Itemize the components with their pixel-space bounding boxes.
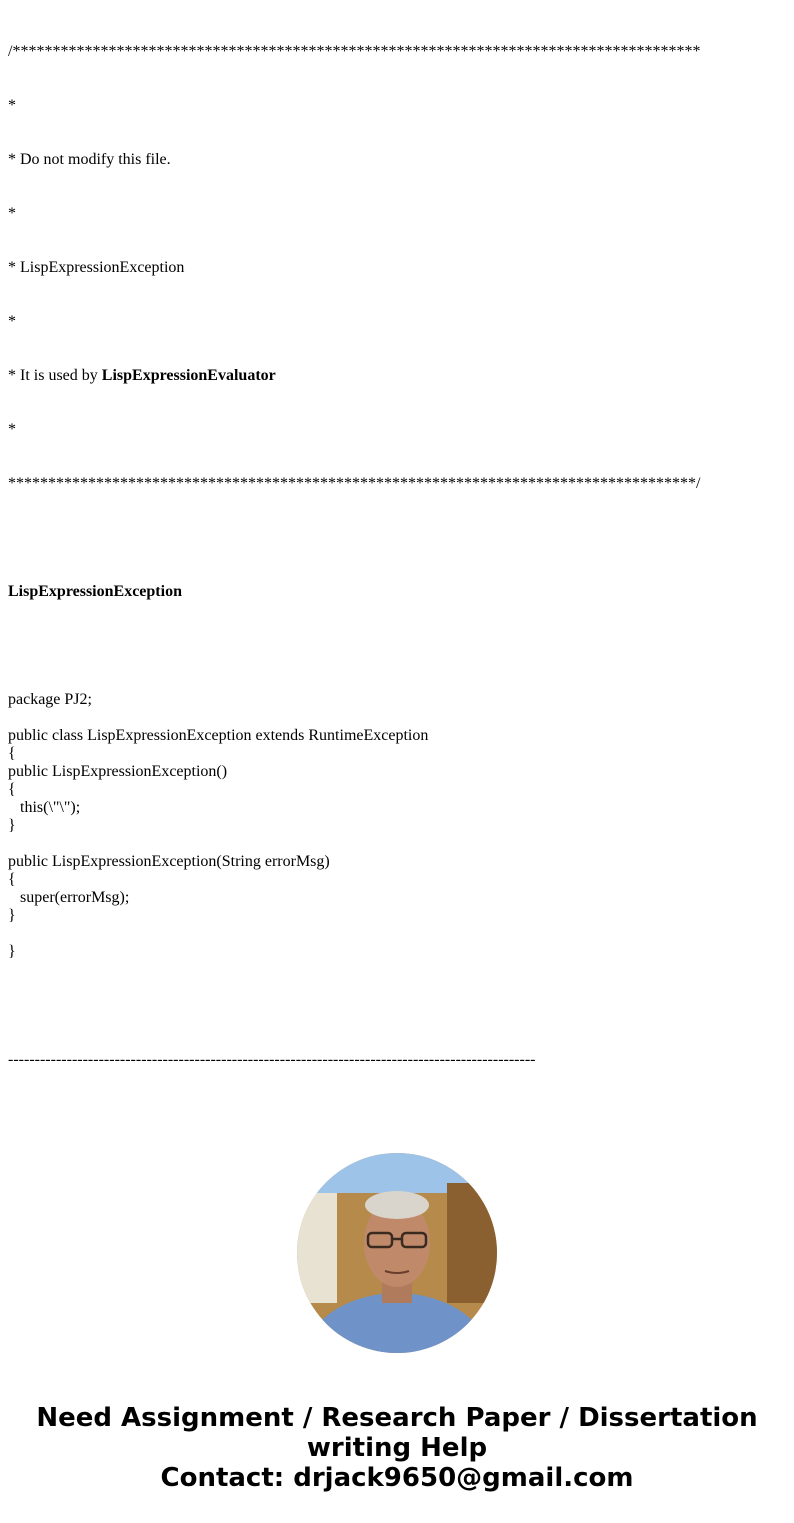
blank-line: [8, 997, 788, 1015]
used-by-prefix: * It is used by: [8, 367, 102, 384]
blank-line: [8, 529, 788, 547]
photo-wall-left: [297, 1193, 337, 1303]
header-line: *: [8, 205, 16, 222]
photo-hair: [365, 1191, 429, 1219]
header-border-bottom: **************************************************************************************/: [8, 475, 701, 492]
header-line: * Do not modify this file.: [8, 151, 171, 168]
document-text: [8, 7, 788, 1123]
header-line: *: [8, 421, 16, 438]
promo-contact: Contact: drjack9650@gmail.com: [160, 1463, 634, 1493]
exception-code-block: [8, 691, 788, 961]
blank-line: [8, 1105, 788, 1123]
code-line: {: [8, 781, 16, 798]
code-line: }: [8, 817, 16, 834]
header-line: * LispExpressionException: [8, 259, 185, 276]
code-line: package PJ2;: [8, 691, 92, 708]
author-photo: [297, 1153, 497, 1353]
blank-line: [8, 637, 788, 655]
used-by-class: LispExpressionEvaluator: [101, 367, 276, 384]
header-border-top: /**************************************************************************************: [8, 43, 701, 60]
code-line: [8, 835, 788, 853]
code-line: {: [8, 871, 16, 888]
exception-section-title: LispExpressionException: [8, 583, 182, 600]
code-line: [8, 709, 788, 727]
code-line: [8, 925, 788, 943]
author-photo-illustration: [297, 1153, 497, 1353]
header-line-used-by: [8, 367, 788, 385]
code-line: this(\"\");: [8, 799, 81, 816]
code-line: public LispExpressionException(String errorMsg): [8, 853, 330, 870]
code-line: {: [8, 745, 16, 762]
code-line: public class LispExpressionException extends RuntimeException: [8, 727, 429, 744]
section-separator: ---------------------------------------------------------------------------------------------------: [8, 1051, 536, 1068]
code-line: super(errorMsg);: [8, 889, 130, 906]
header-line: *: [8, 97, 16, 114]
code-line: }: [8, 943, 16, 960]
promo-line-2: writing Help: [306, 1433, 488, 1463]
header-line: *: [8, 313, 16, 330]
promo-banner: [0, 1403, 794, 1493]
code-line: }: [8, 907, 16, 924]
photo-door-right: [447, 1183, 497, 1303]
promo-line-1: Need Assignment / Research Paper / Dissertation: [36, 1403, 758, 1433]
code-line: public LispExpressionException(): [8, 763, 228, 780]
